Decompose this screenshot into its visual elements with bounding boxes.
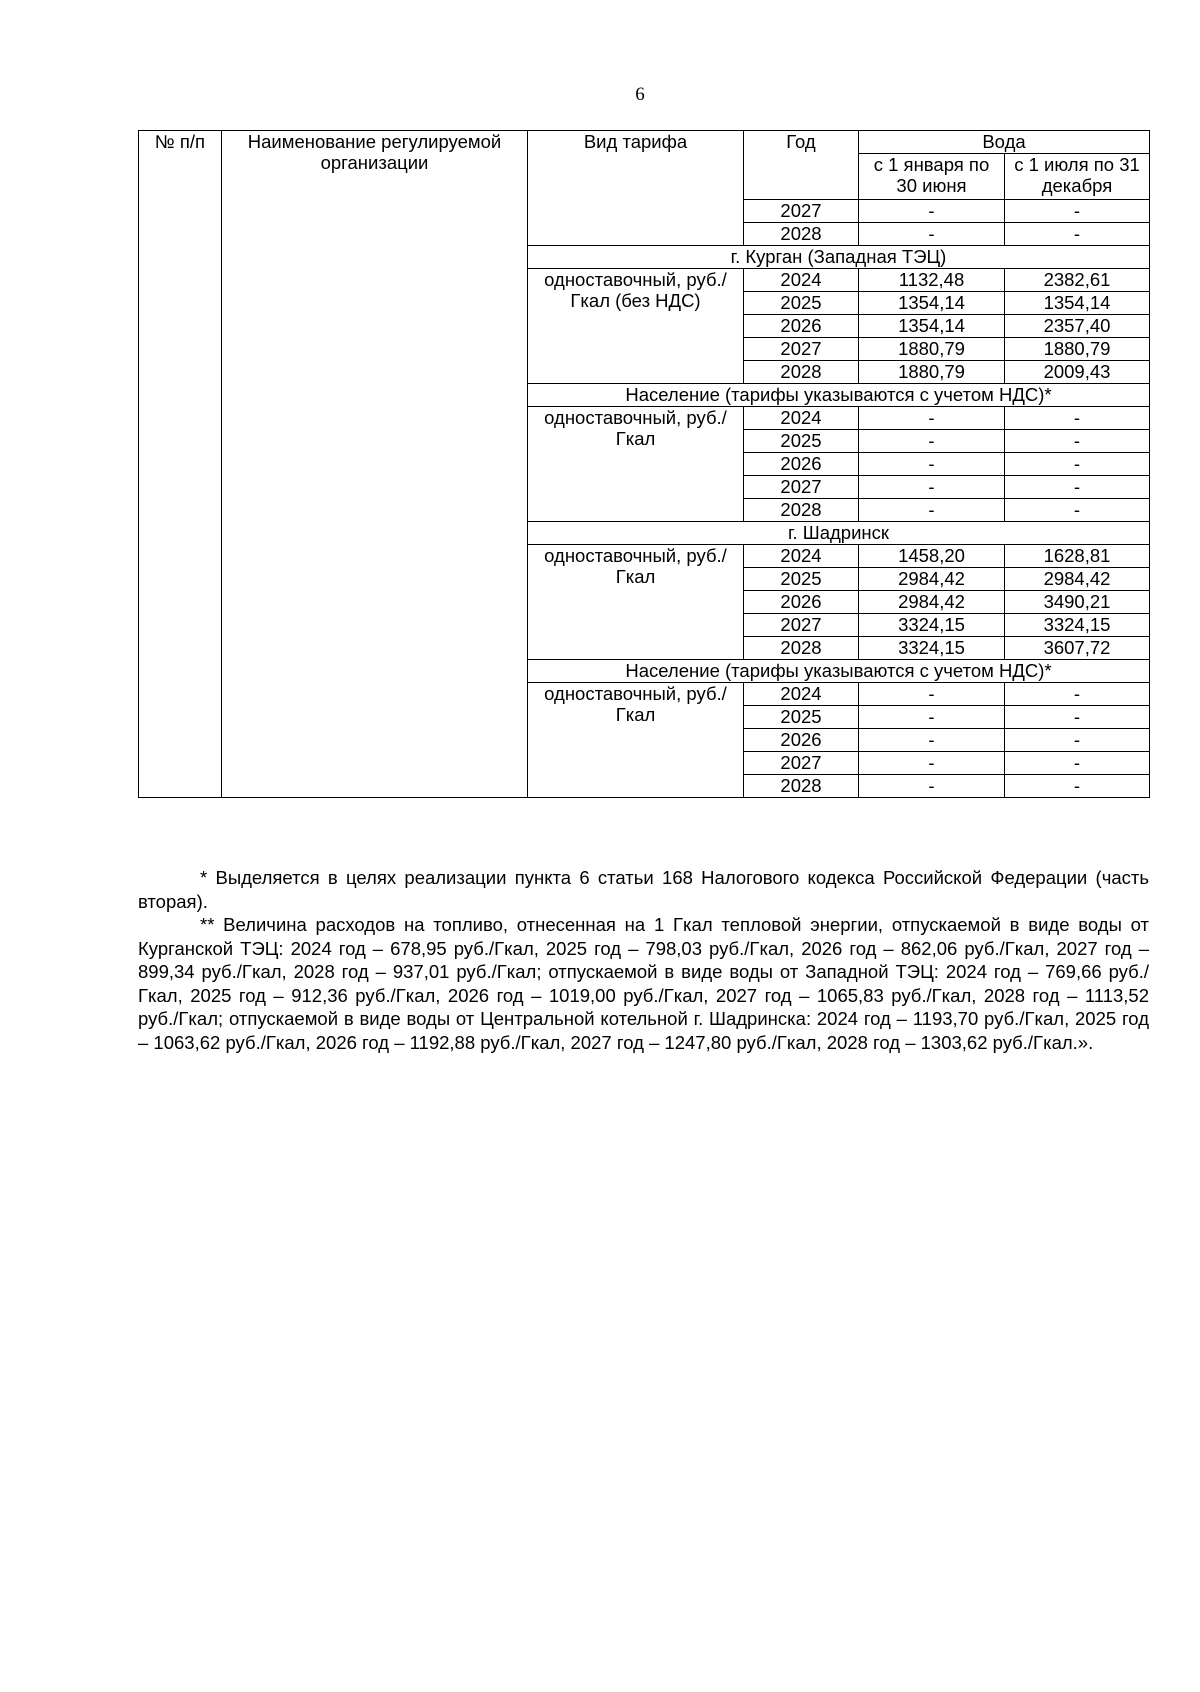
value-cell-period-2: 3490,21 xyxy=(1005,591,1150,614)
empty-cell xyxy=(139,637,222,660)
empty-cell xyxy=(222,476,528,499)
empty-cell xyxy=(222,361,528,384)
year-cell: 2026 xyxy=(744,729,859,752)
section-title-row xyxy=(139,522,1150,545)
empty-cell xyxy=(139,476,222,499)
value-cell-period-2: - xyxy=(1005,499,1150,522)
empty-cell xyxy=(222,384,528,407)
table-row xyxy=(139,269,1150,292)
year-cell: 2028 xyxy=(744,637,859,660)
value-cell-period-2: - xyxy=(1005,775,1150,798)
empty-cell xyxy=(222,315,528,338)
section-title-row xyxy=(139,660,1150,683)
value-cell-period-1: - xyxy=(859,775,1005,798)
empty-cell xyxy=(139,775,222,798)
section-title: г. Шадринск xyxy=(528,522,1150,545)
empty-cell xyxy=(222,499,528,522)
page-number: 6 xyxy=(635,84,645,105)
tariff-type-cell xyxy=(528,223,744,246)
value-cell-period-2: - xyxy=(1005,200,1150,223)
value-cell-period-1: - xyxy=(859,223,1005,246)
empty-cell xyxy=(139,223,222,246)
value-cell-period-1: - xyxy=(859,476,1005,499)
empty-cell xyxy=(139,706,222,729)
year-cell: 2028 xyxy=(744,499,859,522)
value-cell-period-2: 2382,61 xyxy=(1005,269,1150,292)
year-cell: 2027 xyxy=(744,338,859,361)
header-period-2: с 1 июля по 31 декабря xyxy=(1005,154,1150,200)
value-cell-period-1: 1880,79 xyxy=(859,338,1005,361)
empty-cell xyxy=(222,246,528,269)
value-cell-period-1: - xyxy=(859,683,1005,706)
empty-cell xyxy=(139,338,222,361)
empty-cell xyxy=(222,591,528,614)
empty-cell xyxy=(222,522,528,545)
section-title-row xyxy=(139,246,1150,269)
section-title: Население (тарифы указываются с учетом НДС)* xyxy=(528,660,1150,683)
empty-cell xyxy=(222,407,528,430)
year-cell: 2027 xyxy=(744,200,859,223)
value-cell-period-1: - xyxy=(859,430,1005,453)
value-cell-period-2: 2984,42 xyxy=(1005,568,1150,591)
year-cell: 2025 xyxy=(744,568,859,591)
empty-cell xyxy=(139,568,222,591)
value-cell-period-2: 3607,72 xyxy=(1005,637,1150,660)
empty-cell xyxy=(139,246,222,269)
value-cell-period-1: 3324,15 xyxy=(859,637,1005,660)
year-cell: 2024 xyxy=(744,683,859,706)
empty-cell xyxy=(222,545,528,568)
empty-cell xyxy=(222,706,528,729)
value-cell-period-1: - xyxy=(859,200,1005,223)
section-title: Население (тарифы указываются с учетом НДС)* xyxy=(528,384,1150,407)
year-cell: 2027 xyxy=(744,752,859,775)
empty-cell xyxy=(222,269,528,292)
empty-cell xyxy=(222,430,528,453)
empty-cell xyxy=(222,292,528,315)
value-cell-period-2: 1628,81 xyxy=(1005,545,1150,568)
footnote-1: * Выделяется в целях реализации пункта 6 статьи 168 Налогового кодекса Российской Федерации (часть вторая). xyxy=(138,867,1149,912)
header-num: № п/п xyxy=(139,131,222,200)
empty-cell xyxy=(222,660,528,683)
value-cell-period-1: 3324,15 xyxy=(859,614,1005,637)
year-cell: 2026 xyxy=(744,453,859,476)
year-cell: 2027 xyxy=(744,614,859,637)
value-cell-period-1: - xyxy=(859,752,1005,775)
empty-cell xyxy=(139,752,222,775)
empty-cell xyxy=(222,637,528,660)
empty-cell xyxy=(139,384,222,407)
value-cell-period-1: 1354,14 xyxy=(859,315,1005,338)
value-cell-period-2: - xyxy=(1005,476,1150,499)
value-cell-period-1: - xyxy=(859,453,1005,476)
empty-cell xyxy=(139,522,222,545)
empty-cell xyxy=(222,338,528,361)
value-cell-period-1: - xyxy=(859,499,1005,522)
empty-cell xyxy=(139,683,222,706)
value-cell-period-1: 2984,42 xyxy=(859,568,1005,591)
header-water: Вода xyxy=(859,131,1150,154)
empty-cell xyxy=(139,361,222,384)
table-row xyxy=(139,407,1150,430)
tariff-type-cell: одноставочный, руб./Гкал xyxy=(528,545,744,660)
empty-cell xyxy=(222,453,528,476)
table-row xyxy=(139,200,1150,223)
year-cell: 2025 xyxy=(744,706,859,729)
value-cell-period-2: 2009,43 xyxy=(1005,361,1150,384)
table-row xyxy=(139,683,1150,706)
empty-cell xyxy=(222,568,528,591)
year-cell: 2024 xyxy=(744,407,859,430)
year-cell: 2026 xyxy=(744,315,859,338)
empty-cell xyxy=(139,269,222,292)
value-cell-period-2: - xyxy=(1005,752,1150,775)
table-row xyxy=(139,545,1150,568)
value-cell-period-1: - xyxy=(859,729,1005,752)
year-cell: 2026 xyxy=(744,591,859,614)
value-cell-period-1: 1132,48 xyxy=(859,269,1005,292)
value-cell-period-1: 1458,20 xyxy=(859,545,1005,568)
header-year: Год xyxy=(744,131,859,200)
empty-cell xyxy=(139,315,222,338)
value-cell-period-2: - xyxy=(1005,223,1150,246)
year-cell: 2025 xyxy=(744,292,859,315)
value-cell-period-1: - xyxy=(859,407,1005,430)
header-row xyxy=(139,131,1150,154)
value-cell-period-2: - xyxy=(1005,729,1150,752)
tariff-type-cell xyxy=(528,200,744,223)
empty-cell xyxy=(222,614,528,637)
value-cell-period-2: 1880,79 xyxy=(1005,338,1150,361)
empty-cell xyxy=(222,752,528,775)
empty-cell xyxy=(222,200,528,223)
value-cell-period-2: - xyxy=(1005,706,1150,729)
empty-cell xyxy=(139,453,222,476)
empty-cell xyxy=(222,683,528,706)
empty-cell xyxy=(139,545,222,568)
footnotes xyxy=(138,866,1149,1054)
value-cell-period-1: 1354,14 xyxy=(859,292,1005,315)
value-cell-period-1: 2984,42 xyxy=(859,591,1005,614)
footnote-2: ** Величина расходов на топливо, отнесенная на 1 Гкал тепловой энергии, отпускаемой в виде воды от Курганской ТЭЦ: 2024 год – 678,95 руб./Гкал, 2025 год – 798,03 руб./Гкал, 2026 год – 862,06 руб./Гкал, 2027 год – 899,34 руб./Гкал, 2028 год – 937,01 руб./Гкал; отпускаемой в виде воды от Западной ТЭЦ: 2024 год – 769,66 руб./Гкал, 2025 год – 912,36 руб./Гкал, 2026 год – 1019,00 руб./Гкал, 2027 год – 1065,83 руб./Гкал, 2028 год – 1113,52 руб./Гкал; отпускаемой в виде воды от Центральной котельной г. Шадринска: 2024 год – 1193,70 руб./Гкал, 2025 год – 1063,62 руб./Гкал, 2026 год – 1192,88 руб./Гкал, 2027 год – 1247,80 руб./Гкал, 2028 год – 1303,62 руб./Гкал.». xyxy=(138,914,1149,1053)
empty-cell xyxy=(139,292,222,315)
value-cell-period-2: - xyxy=(1005,407,1150,430)
empty-cell xyxy=(222,729,528,752)
year-cell: 2024 xyxy=(744,269,859,292)
empty-cell xyxy=(222,775,528,798)
year-cell: 2028 xyxy=(744,361,859,384)
value-cell-period-2: - xyxy=(1005,683,1150,706)
empty-cell xyxy=(139,407,222,430)
header-org: Наименование регулируемой организации xyxy=(222,131,528,200)
section-title: г. Курган (Западная ТЭЦ) xyxy=(528,246,1150,269)
value-cell-period-1: 1880,79 xyxy=(859,361,1005,384)
empty-cell xyxy=(139,614,222,637)
empty-cell xyxy=(139,200,222,223)
tariff-type-cell: одноставочный, руб./Гкал (без НДС) xyxy=(528,269,744,384)
header-tariff-type: Вид тарифа xyxy=(528,131,744,200)
empty-cell xyxy=(139,430,222,453)
tariff-type-cell: одноставочный, руб./Гкал xyxy=(528,683,744,798)
tariff-table-body xyxy=(139,131,1150,798)
header-period-1: с 1 января по 30 июня xyxy=(859,154,1005,200)
empty-cell xyxy=(139,660,222,683)
empty-cell xyxy=(222,223,528,246)
value-cell-period-2: 3324,15 xyxy=(1005,614,1150,637)
year-cell: 2028 xyxy=(744,775,859,798)
value-cell-period-2: 2357,40 xyxy=(1005,315,1150,338)
empty-cell xyxy=(139,729,222,752)
empty-cell xyxy=(139,499,222,522)
year-cell: 2024 xyxy=(744,545,859,568)
table-row xyxy=(139,223,1150,246)
value-cell-period-2: 1354,14 xyxy=(1005,292,1150,315)
value-cell-period-2: - xyxy=(1005,430,1150,453)
tariff-table xyxy=(138,130,1150,798)
empty-cell xyxy=(139,591,222,614)
value-cell-period-1: - xyxy=(859,706,1005,729)
year-cell: 2025 xyxy=(744,430,859,453)
year-cell: 2027 xyxy=(744,476,859,499)
year-cell: 2028 xyxy=(744,223,859,246)
section-title-row xyxy=(139,384,1150,407)
value-cell-period-2: - xyxy=(1005,453,1150,476)
tariff-type-cell: одноставочный, руб./Гкал xyxy=(528,407,744,522)
